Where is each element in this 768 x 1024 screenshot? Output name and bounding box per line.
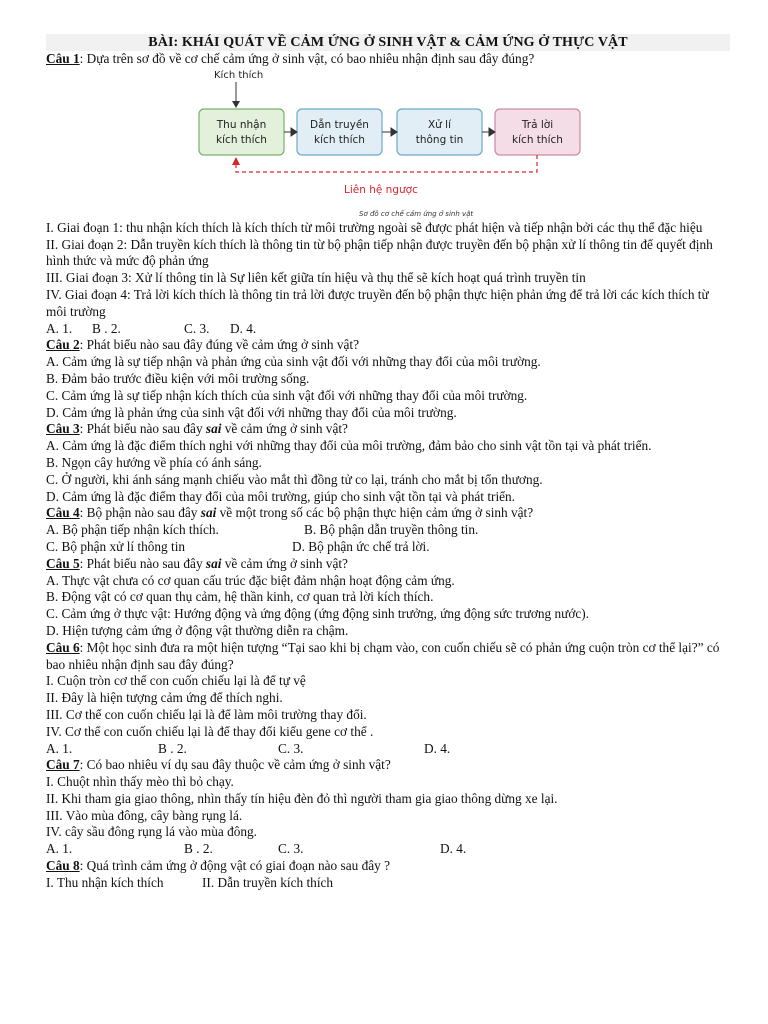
question-number: Câu 3	[46, 421, 80, 437]
q3-option-b: B. Ngọn cây hướng về phía có ánh sáng.	[46, 454, 262, 470]
q1-statement-iv: IV. Giai đoạn 4: Trả lời kích thích là thông tin trả lời được truyền đến bộ phận thực hiện phản ứng để trả lời các kích thích từ môi trường	[46, 286, 709, 319]
q1-options	[46, 321, 730, 338]
svg-text:kích thích: kích thích	[314, 133, 365, 146]
q6-statement-iv: IV. Cơ thể con cuốn chiếu lại là để thay đổi kiểu gene cơ thể .	[46, 723, 374, 739]
q7-statement-i: I. Chuột nhìn thấy mèo thì bỏ chạy.	[46, 774, 234, 790]
sensing-mechanism-diagram	[46, 68, 730, 220]
question-number: Câu 6	[46, 639, 80, 655]
diagram-caption: Sơ đồ cơ chế cảm ứng ở sinh vật	[359, 209, 474, 218]
question-number: Câu 7	[46, 757, 80, 773]
stage-box-respond	[495, 109, 580, 155]
feedback-arrowhead	[232, 157, 240, 165]
q4-options-row-2	[46, 539, 730, 556]
svg-text:kích thích: kích thích	[216, 133, 267, 146]
feedback-label: Liên hệ ngược	[344, 183, 418, 196]
q1-statement-ii: II. Giai đoạn 2: Dẫn truyền kích thích là thông tin từ bộ phận tiếp nhận được truyền đến bộ phận xử lí thông tin để quyết định hình thức và mức độ phản ứng	[46, 236, 713, 269]
svg-text:thông tin: thông tin	[415, 133, 464, 146]
q7-statement-iii: III. Vào mùa đông, cây bàng rụng lá.	[46, 807, 243, 823]
option-b: B . 2.	[184, 841, 213, 857]
q7-statement-ii: II. Khi tham gia giao thông, nhìn thấy tín hiệu đèn đỏ thì người tham gia giao thông dừng xe lại.	[46, 790, 558, 806]
svg-text:Dẫn truyền: Dẫn truyền	[310, 118, 369, 131]
option-d: D. 4.	[440, 841, 467, 857]
option-a: A. 1.	[46, 740, 73, 756]
q2-option-d: D. Cảm ứng là phản ứng của sinh vật đối với những thay đổi của môi trường.	[46, 404, 457, 420]
q5-option-c: C. Cảm ứng ở thực vật: Hướng động và ứng động (ứng động sinh trưởng, ứng động sức trương nước).	[46, 606, 590, 622]
question-number: Câu 4	[46, 505, 80, 521]
option-a: A. Bộ phận tiếp nhận kích thích.	[46, 522, 219, 538]
question-1-stem: Câu 1: Dựa trên sơ đồ về cơ chế cảm ứng ở sinh vật, có bao nhiêu nhận định sau đây đúng?	[46, 51, 535, 66]
option-a: A. 1.	[46, 320, 73, 336]
question-number: Câu 1	[46, 51, 80, 66]
q5-option-b: B. Động vật có cơ quan thụ cảm, hệ thần kinh, cơ quan trả lời kích thích.	[46, 589, 434, 605]
question-5-stem: Câu 5: Phát biểu nào sau đây sai về cảm ứng ở sinh vật?	[46, 555, 348, 571]
option-c: C. 3.	[184, 320, 210, 336]
question-number: Câu 2	[46, 337, 80, 353]
option-a: A. 1.	[46, 841, 73, 857]
q6-options	[46, 741, 730, 758]
q6-statement-iii: III. Cơ thể con cuốn chiếu lại là để làm môi trường thay đổi.	[46, 706, 367, 722]
question-number: Câu 8	[46, 858, 80, 874]
option-c: C. 3.	[278, 740, 304, 756]
stage-box-receive	[199, 109, 284, 155]
option-d: D. 4.	[424, 740, 451, 756]
q8-statement-i: I. Thu nhận kích thích	[46, 874, 164, 890]
question-number: Câu 5	[46, 555, 80, 571]
q3-option-c: C. Ở người, khi ánh sáng mạnh chiếu vào mắt thì đồng tử co lại, tránh cho mắt bị tổn thương.	[46, 471, 543, 487]
question-8-stem: Câu 8: Quá trình cảm ứng ở động vật có giai đoạn nào sau đây ?	[46, 858, 391, 874]
q5-option-a: A. Thực vật chưa có cơ quan cấu trúc đặc biệt đảm nhận hoạt động cảm ứng.	[46, 572, 455, 588]
q6-statement-ii: II. Đây là hiện tượng cảm ứng để thích nghi.	[46, 690, 283, 706]
q7-options	[46, 841, 730, 858]
q2-option-c: C. Cảm ứng là sự tiếp nhận kích thích của sinh vật đối với những thay đổi của môi trường.	[46, 387, 528, 403]
q1-statement-i: I. Giai đoạn 1: thu nhận kích thích là kích thích từ môi trường ngoài sẽ được phát hiện và tiếp nhận bởi các thụ thể đặc hiệu	[46, 219, 703, 235]
stimulus-label: Kích thích	[214, 69, 264, 81]
q3-option-d: D. Cảm ứng là đặc điểm thay đổi của môi trường, giúp cho sinh vật tồn tại và phát triển.	[46, 488, 516, 504]
q8-statement-ii: II. Dẫn truyền kích thích	[202, 874, 334, 890]
option-b: B. Bộ phận dẫn truyền thông tin.	[304, 522, 479, 538]
svg-text:Xử lí: Xử lí	[427, 118, 452, 131]
stimulus-arrowhead	[232, 101, 240, 108]
option-d: D. Bộ phận ức chế trả lời.	[292, 538, 430, 554]
option-b: B . 2.	[158, 740, 187, 756]
option-d: D. 4.	[230, 320, 257, 336]
option-c: C. 3.	[278, 841, 304, 857]
q6-statement-i: I. Cuộn tròn cơ thể con cuốn chiếu lại là để tự vệ	[46, 673, 306, 689]
svg-text:kích thích: kích thích	[512, 133, 563, 146]
q2-option-b: B. Đảm bảo trước điều kiện với môi trường sống.	[46, 370, 310, 386]
page-title: BÀI: KHÁI QUÁT VỀ CẢM ỨNG Ở SINH VẬT & CẢM ỨNG Ở THỰC VẬT	[46, 34, 730, 51]
worksheet-page	[46, 34, 730, 892]
feedback-loop	[236, 155, 537, 172]
question-6-stem: Câu 6: Một học sinh đưa ra một hiện tượng “Tại sao khi bị chạm vào, con cuốn chiếu sẽ có phản ứng cuộn tròn cơ thể lại?” có bao nhiêu nhận định sau đây đúng?	[46, 639, 720, 672]
q8-statements	[46, 875, 730, 892]
question-4-stem: Câu 4: Bộ phận nào sau đây sai về một trong số các bộ phận thực hiện cảm ứng ở sinh vật?	[46, 505, 534, 521]
stage-box-transmit	[297, 109, 382, 155]
stage-box-process	[397, 109, 482, 155]
svg-text:Thu nhận: Thu nhận	[216, 118, 267, 131]
q3-option-a: A. Cảm ứng là đặc điểm thích nghi với những thay đổi của môi trường, đảm bảo cho sinh vật tồn tại và phát triển.	[46, 438, 652, 454]
q4-options-row-1	[46, 522, 730, 539]
q1-statement-iii: III. Giai đoạn 3: Xử lí thông tin là Sự liên kết giữa tín hiệu và thụ thể sẽ kích hoạt quá trình truyền tin	[46, 270, 586, 286]
option-b: B . 2.	[92, 320, 121, 336]
option-c: C. Bộ phận xử lí thông tin	[46, 538, 186, 554]
q7-statement-iv: IV. cây sầu đông rụng lá vào mùa đông.	[46, 824, 257, 840]
question-7-stem: Câu 7: Có bao nhiêu ví dụ sau đây thuộc về cảm ứng ở sinh vật?	[46, 757, 391, 773]
question-2-stem: Câu 2: Phát biểu nào sau đây đúng về cảm ứng ở sinh vật?	[46, 337, 360, 353]
svg-text:Trả lời: Trả lời	[521, 118, 554, 131]
q5-option-d: D. Hiện tượng cảm ứng ở động vật thường diễn ra chậm.	[46, 622, 349, 638]
q2-option-a: A. Cảm ứng là sự tiếp nhận và phản ứng của sinh vật đối với những thay đổi của môi trường.	[46, 354, 541, 370]
question-3-stem: Câu 3: Phát biểu nào sau đây sai về cảm ứng ở sinh vật?	[46, 421, 348, 437]
